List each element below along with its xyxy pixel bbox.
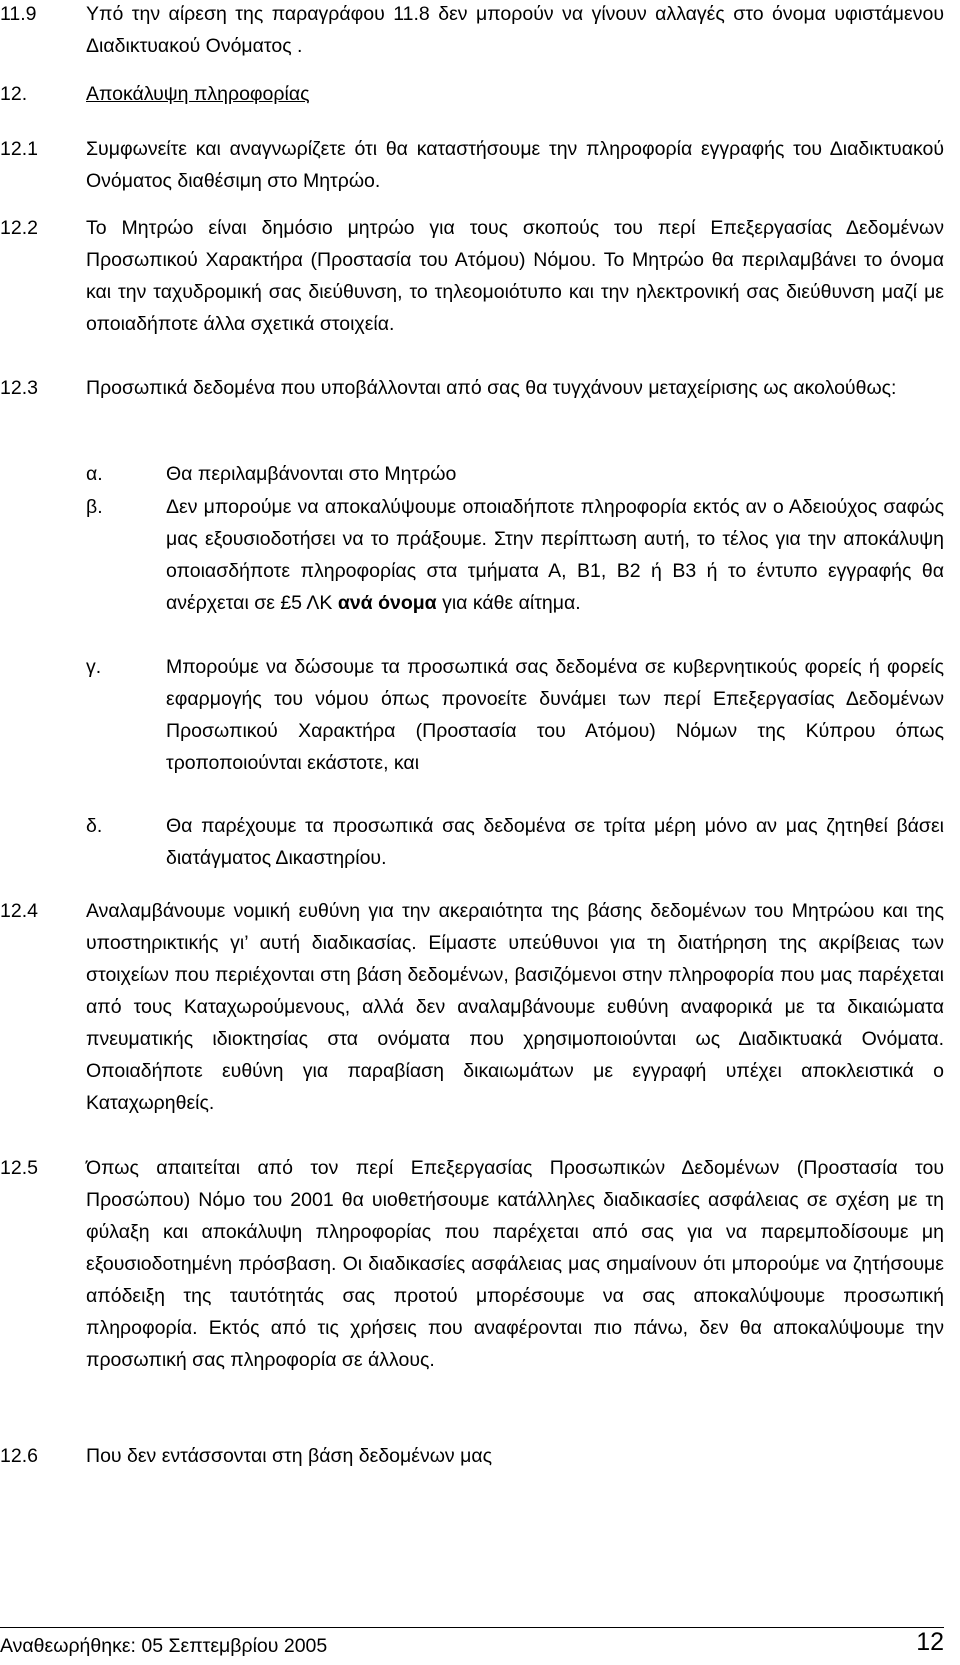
section-12-6 (0, 1440, 944, 1472)
page-number: 12 (916, 1628, 944, 1656)
section-text: Υπό την αίρεση της παραγράφου 11.8 δεν μπορούν να γίνουν αλλαγές στο όνομα υφιστάμενου Διαδικτυακού Ονόματος . (86, 3, 944, 57)
section-number: 11.9 (0, 3, 37, 25)
section-text: Το Μητρώο είναι δημόσιο μητρώο για τους σκοπούς του περί Επεξεργασίας Δεδομένων Προσωπικού Χαρακτήρα (Προστασία του Ατόμου) Νόμου. Το Μητρώο θα περιλαμβάνει το όνομα και την ταχυδρομική σας διεύθυνση, το τηλεομοιότυπο και την ηλεκτρονική σας διεύθυνση μαζί με οποιαδήποτε άλλα σχετικά στοιχεία. (86, 217, 944, 335)
list-item-text: Θα περιλαμβάνονται στο Μητρώο (166, 463, 457, 485)
list-item-b (86, 491, 944, 619)
list-item-text: Θα παρέχουμε τα προσωπικά σας δεδομένα σε τρίτα μέρη μόνο αν μας ζητηθεί βάσει διατάγματος Δικαστηρίου. (166, 815, 944, 869)
section-12-heading (0, 78, 944, 110)
section-number: 12.3 (0, 377, 38, 399)
list-item-label: β. (86, 496, 103, 518)
section-heading-text: Αποκάλυψη πληροφορίας (86, 83, 310, 105)
section-12-5 (0, 1152, 944, 1376)
section-11-9 (0, 0, 944, 62)
list-item-a (86, 458, 944, 490)
section-12-3 (0, 372, 944, 404)
section-number: 12. (0, 83, 28, 105)
list-item-text-before: Δεν μπορούμε να αποκαλύψουμε οποιαδήποτε πληροφορία εκτός αν ο Αδειούχος σαφώς μας εξουσιοδοτήσει να το πράξουμε. Στην περίπτωση αυτή, το τέλος για την αποκάλυψη οποιασδήποτε πληροφορίας στα τμήματα Α, Β1, Β2 ή Β3 ή το έντυπο εγγραφής θα ανέρχεται σε £5 ΛΚ (166, 496, 944, 614)
section-text: Προσωπικά δεδομένα που υποβάλλονται από σας θα τυγχάνουν μεταχείρισης ως ακολούθως: (86, 377, 897, 399)
list-item-label: δ. (86, 815, 103, 837)
list-item-bold-text: ανά όνομα (337, 592, 437, 614)
section-text: Συμφωνείτε και αναγνωρίζετε ότι θα καταστήσουμε την πληροφορία εγγραφής του Διαδικτυακού Ονόματος διαθέσιμη στο Μητρώο. (86, 138, 944, 192)
list-item-text-after: για κάθε αίτημα. (436, 592, 581, 614)
section-number: 12.1 (0, 138, 38, 160)
section-number: 12.6 (0, 1445, 38, 1467)
list-item-label: α. (86, 463, 103, 485)
section-12-2 (0, 212, 944, 340)
list-item-label: γ. (86, 656, 102, 678)
list-item-c (86, 651, 944, 779)
list-item-text (166, 491, 944, 619)
section-12-4 (0, 895, 944, 1119)
list-item-text: Μπορούμε να δώσουμε τα προσωπικά σας δεδομένα σε κυβερνητικούς φορείς ή φορείς εφαρμογής του νόμου όπως προνοείτε δυνάμει των περί Επεξεργασίας Δεδομένων Προσωπικού Χαρακτήρα (Προστασία του Ατόμου) Νόμων της Κύπρου όπως τροποποιούνται εκάστοτε, και (166, 656, 944, 774)
list-item-d (86, 810, 944, 874)
page-footer (0, 1627, 944, 1660)
revision-date: Αναθεωρήθηκε: 05 Σεπτεμβρίου 2005 (0, 1635, 328, 1657)
section-text: Που δεν εντάσσονται στη βάση δεδομένων μας (86, 1445, 492, 1467)
section-text: Αναλαμβάνουμε νομική ευθύνη για την ακεραιότητα της βάσης δεδομένων του Μητρώου και της υποστηρικτικής γι’ αυτή διαδικασίας. Είμαστε υπεύθυνοι για τη διατήρηση της ακρίβειας των στοιχείων που περιέχονται στη βάση δεδομένων, βασιζόμενοι στην πληροφορία που μας παρέχεται από τους Καταχωρούμενους, αλλά δεν αναλαμβάνουμε ευθύνη αναφορικά με τα δικαιώματα πνευματικής ιδιοκτησίας στα ονόματα που χρησιμοποιούνται ως Διαδικτυακά Ονόματα. Οποιαδήποτε ευθύνη για παραβίαση δικαιωμάτων με εγγραφή υπέχει αποκλειστικά ο Καταχωρηθείς. (86, 900, 944, 1114)
section-number: 12.4 (0, 900, 38, 922)
section-number: 12.5 (0, 1157, 38, 1179)
section-text: Όπως απαιτείται από τον περί Επεξεργασίας Προσωπικών Δεδομένων (Προστασία του Προσώπου) Νόμο του 2001 θα υιοθετήσουμε κατάλληλες διαδικασίες ασφάλειας σε σχέση με τη φύλαξη και αποκάλυψη πληροφορίας που παρέχεται από σας για να παρεμποδίσουμε μη εξουσιοδοτημένη πρόσβαση. Οι διαδικασίες ασφάλειας μας σημαίνουν ότι μπορούμε να ζητήσουμε απόδειξη της ταυτότητάς σας προτού μπορέσουμε να σας αποκαλύψουμε προσωπική πληροφορία. Εκτός από τις χρήσεις που αναφέρονται πιο πάνω, δεν θα αποκαλύψουμε την προσωπική σας πληροφορία σε άλλους. (86, 1157, 944, 1371)
section-12-1 (0, 133, 944, 197)
section-number: 12.2 (0, 217, 38, 239)
